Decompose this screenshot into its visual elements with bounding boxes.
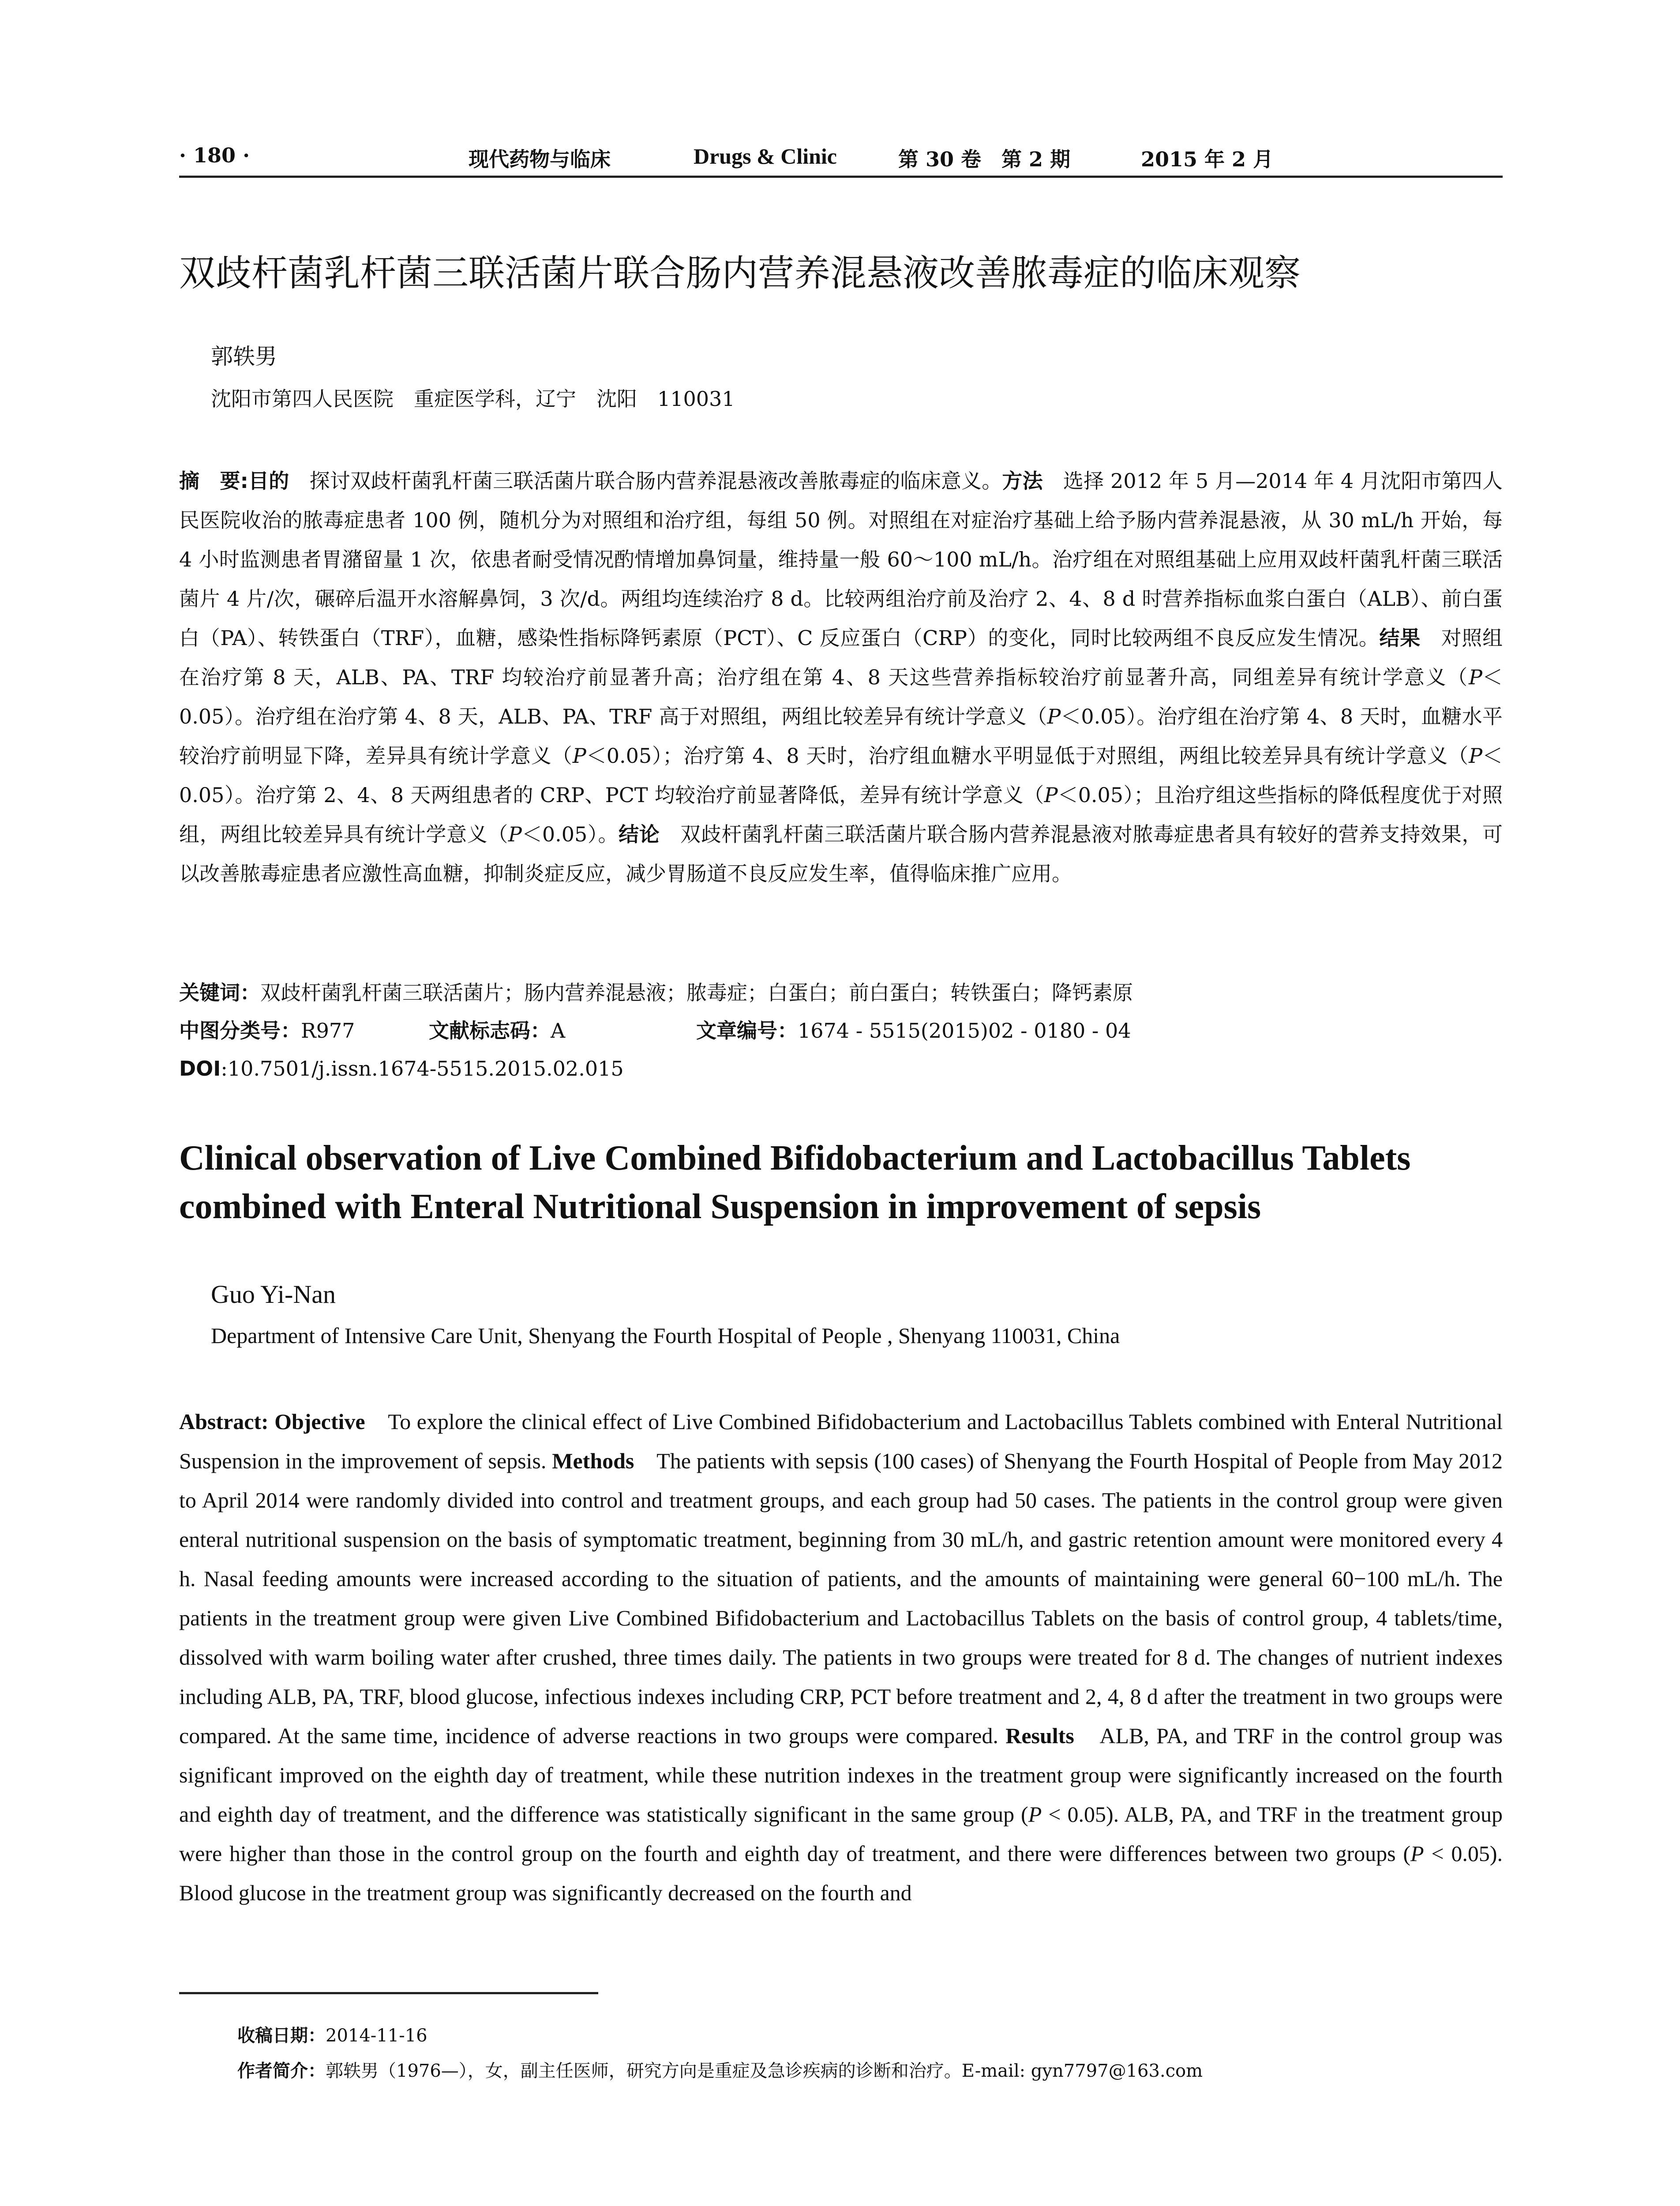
author-en: Guo Yi-Nan xyxy=(211,1280,336,1309)
clc-value: R977 xyxy=(301,1019,355,1043)
abstract-zh xyxy=(179,461,1503,893)
affiliation-en: Department of Intensive Care Unit, Shenyang the Fourth Hospital of People , Shenyang 110031, China xyxy=(211,1323,1120,1348)
conclusion-zh: 双歧杆菌乳杆菌三联活菌片联合肠内营养混悬液对脓毒症患者具有较好的营养支持效果，可以改善脓毒症患者应激性高血糖，抑制炎症反应，减少胃肠道不良反应发生率，值得临床推广应用。 xyxy=(179,822,1503,885)
objective-en: To explore the clinical effect of Live Combined Bifidobacterium and Lactobacillus Tablets combined with Enteral Nutritional Suspension in the improvement of sepsis. xyxy=(179,1409,1503,1473)
doc-code-label: 文献标志码： xyxy=(429,1019,551,1043)
p-symbol: P xyxy=(1469,744,1483,768)
objective-label-en: Objective xyxy=(274,1409,365,1434)
received-date: 2014-11-16 xyxy=(326,2026,428,2046)
results-zh-6: ＜0.05）；且治疗组这些指标的降低程度优于对照组，两组比较差异具有统计学意义（ xyxy=(179,783,1503,846)
p-symbol: P xyxy=(1410,1841,1424,1866)
abstract-zh-label: 摘 要: xyxy=(179,469,248,493)
clc-label: 中图分类号： xyxy=(179,1019,301,1043)
title-zh: 双歧杆菌乳杆菌三联活菌片联合肠内营养混悬液改善脓毒症的临床观察 xyxy=(179,252,1301,294)
conclusion-label-zh: 结论 xyxy=(619,822,660,846)
methods-zh: 选择 2012 年 5 月—2014 年 4 月沈阳市第四人民医院收治的脓毒症患者 100 例，随机分为对照组和治疗组，每组 50 例。对照组在对症治疗基础上给予肠内营养混悬液，从 30 mL/h 开始，每 4 小时监测患者胃潴留量 1 次，依患者耐受情况酌情增加鼻饲量，维持量一般 60～100 mL/h。治疗组在对照组基础上应用双歧杆菌乳杆菌三联活菌片 4 片/次，碾碎后温开水溶解鼻饲，3 次/d。两组均连续治疗 8 d。比较两组治疗前及治疗 2、4、8 d 时营养指标血浆白蛋白（ALB）、前白蛋白（PA）、转铁蛋白（TRF），血糖，感染性指标降钙素原（PCT）、C 反应蛋白（CRP）的变化，同时比较两组不良反应发生情况。 xyxy=(179,469,1503,650)
results-zh-7: ＜0.05）。 xyxy=(521,822,619,846)
methods-en: The patients with sepsis (100 cases) of Shenyang the Fourth Hospital of People from May 2012 to April 2014 were randomly divided into control and treatment groups, and each group had 50 cases. The patients in the control group were given enteral nutritional suspension on the basis of symptomatic treatment, beginning from 30 mL/h, and gastric retention amount were monitored every 4 h. Nasal feeding amounts were increased according to the situation of patients, and the amounts of maintaining were general 60−100 mL/h. The patients in the treatment group were given Live Combined Bifidobacterium and Lactobacillus Tablets on the basis of control group, 4 tablets/time, dissolved with warm boiling water after crushed, three times daily. The patients in two groups were treated for 8 d. The changes of nutrient indexes including ALB, PA, TRF, blood glucose, infectious indexes including CRP, PCT before treatment and 2, 4, 8 d after the treatment in two groups were compared. At the same time, incidence of adverse reactions in two groups were compared. xyxy=(179,1448,1503,1748)
running-header xyxy=(179,143,1503,174)
results-en-2: < 0.05). ALB, PA, and TRF in the treatment group were higher than those in the control group on the fourth and eighth day of treatment, and there were differences between two groups ( xyxy=(179,1802,1503,1866)
p-symbol: P xyxy=(508,822,522,846)
title-en: Clinical observation of Live Combined Bifidobacterium and Lactobacillus Tablets combined with Enteral Nutritional Suspension in improvement of sepsis xyxy=(179,1139,1411,1226)
abstract-en-label: Abstract: xyxy=(179,1409,269,1434)
results-en-3: < 0.05). Blood glucose in the treatment group was significantly decreased on the fourth and xyxy=(179,1841,1503,1905)
doi-line xyxy=(179,1055,624,1082)
doi-value: :10.7501/j.issn.1674-5515.2015.02.015 xyxy=(221,1057,624,1080)
article-no-value: 1674 - 5515(2015)02 - 0180 - 04 xyxy=(798,1019,1131,1043)
article-no-label: 文章编号： xyxy=(696,1019,798,1043)
volume-issue: 第 30 卷 第 2 期 xyxy=(898,147,1071,171)
abstract-en xyxy=(179,1402,1503,1913)
p-symbol: P xyxy=(572,744,586,768)
results-en-1: ALB, PA, and TRF in the control group was significant improved on the eighth day of treatment, while these nutrition indexes in the treatment group were significantly increased on the fourth and eighth day of treatment, and the difference was statistically significant in the same group ( xyxy=(179,1723,1503,1827)
objective-zh: 探讨双歧杆菌乳杆菌三联活菌片联合肠内营养混悬液改善脓毒症的临床意义。 xyxy=(289,469,1002,493)
results-zh-2: ＜0.05）。治疗组在治疗第 4、8 天，ALB、PA、TRF 高于对照组，两组比较差异有统计学意义（ xyxy=(179,665,1503,728)
results-zh-5: ＜0.05）。治疗第 2、4、8 天两组患者的 CRP、PCT 均较治疗前显著降低，差异有统计学意义（ xyxy=(179,744,1503,807)
results-label-en: Results xyxy=(1005,1723,1074,1748)
classification-line xyxy=(179,1017,1131,1044)
journal-name-en: Drugs & Clinic xyxy=(694,144,837,169)
p-symbol: P xyxy=(1469,665,1482,689)
methods-label-en: Methods xyxy=(552,1448,634,1473)
author-bio: 郭轶男（1976—），女，副主任医师，研究方向是重症及急诊疾病的诊断和治疗。E-mail: gyn7797@163.com xyxy=(326,2061,1203,2081)
p-symbol: P xyxy=(1044,783,1058,807)
p-symbol: P xyxy=(1047,705,1061,728)
received-label: 收稿日期： xyxy=(237,2026,326,2046)
page-number: · 180 · xyxy=(179,143,250,167)
issue-date: 2015 年 2 月 xyxy=(1141,147,1274,171)
author-zh: 郭轶男 xyxy=(211,344,277,369)
methods-label-zh: 方法 xyxy=(1002,469,1043,493)
results-zh-3: ＜0.05）。治疗组在治疗第 4、8 天时，血糖水平较治疗前明显下降，差异具有统计学意义（ xyxy=(179,705,1503,768)
doc-code-value: A xyxy=(551,1019,566,1043)
keywords xyxy=(179,979,1133,1006)
results-zh-1: 对照组在治疗第 8 天，ALB、PA、TRF 均较治疗前显著升高；治疗组在第 4、8 天这些营养指标较治疗前显著升高，同组差异有统计学意义（ xyxy=(179,626,1503,689)
author-bio-label: 作者简介： xyxy=(237,2061,326,2081)
header-rule xyxy=(179,176,1503,178)
footnote-rule xyxy=(179,1992,598,1994)
journal-name-cn: 现代药物与临床 xyxy=(469,147,611,171)
objective-label-zh: 目的 xyxy=(248,469,289,493)
results-zh-4: ＜0.05）；治疗第 4、8 天时，治疗组血糖水平明显低于对照组，两组比较差异具有统计学意义（ xyxy=(586,744,1469,768)
footnote-received xyxy=(237,2023,428,2048)
footnote-author xyxy=(237,2059,1203,2083)
p-symbol: P xyxy=(1028,1802,1042,1827)
keywords-label: 关键词： xyxy=(179,981,260,1005)
affiliation-zh: 沈阳市第四人民医院 重症医学科，辽宁 沈阳 110031 xyxy=(211,387,735,411)
doi-label: DOI xyxy=(179,1057,221,1080)
keywords-text: 双歧杆菌乳杆菌三联活菌片；肠内营养混悬液；脓毒症；白蛋白；前白蛋白；转铁蛋白；降钙素原 xyxy=(260,981,1133,1005)
results-label-zh: 结果 xyxy=(1379,626,1421,650)
